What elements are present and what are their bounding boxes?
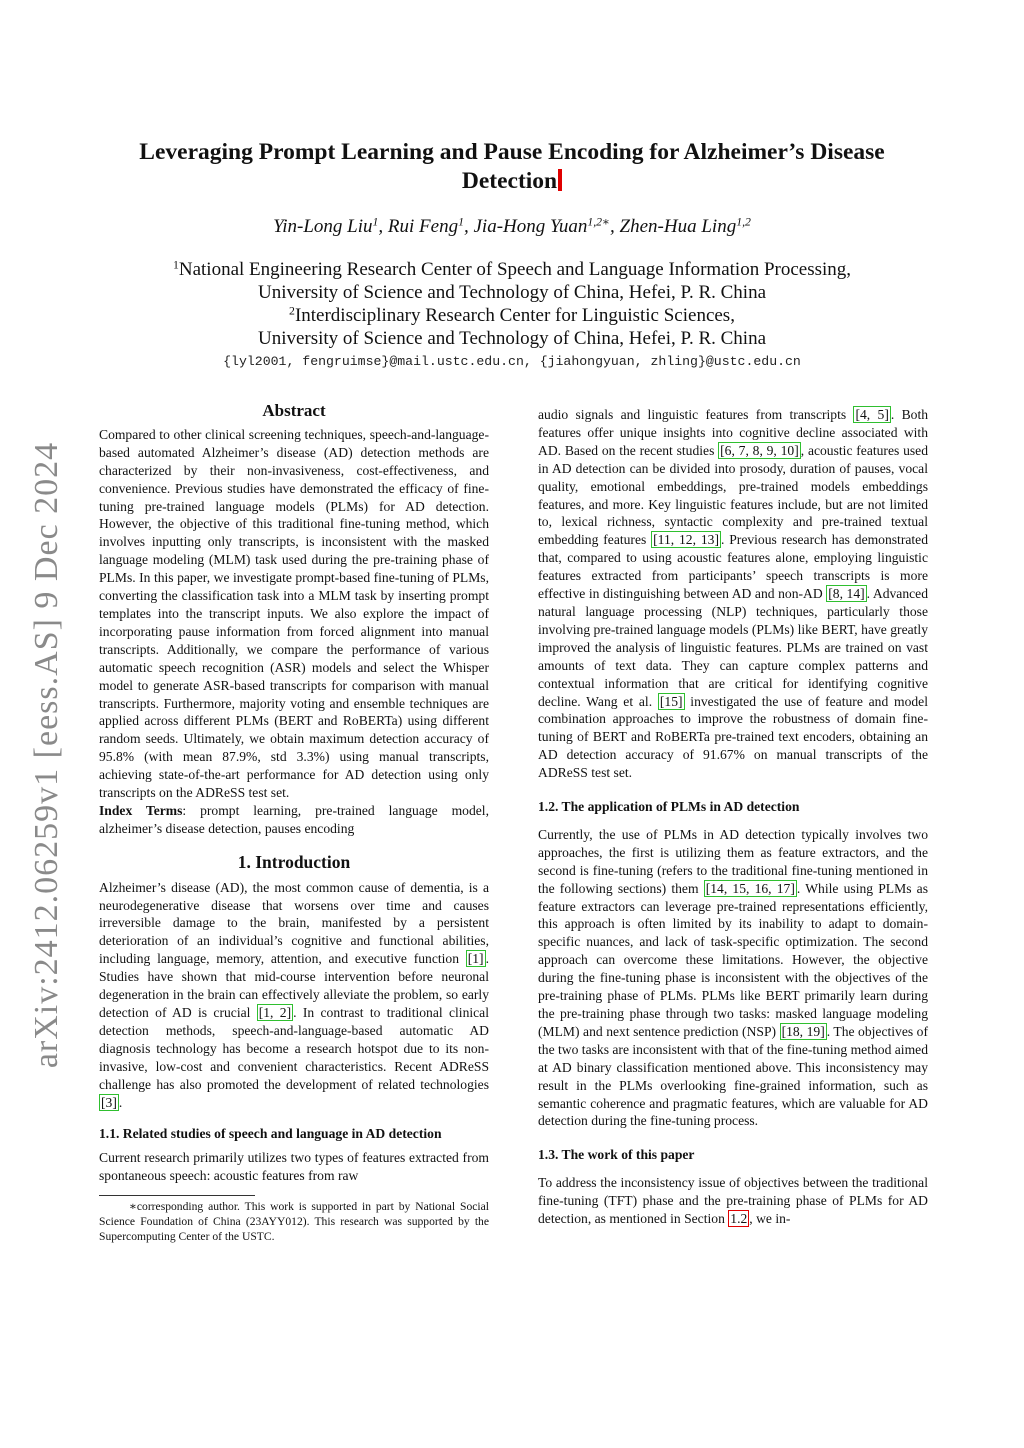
author-emails: {lyl2001, fengruimse}@mail.ustc.edu.cn, {jiahongyuan, zhling}@ustc.edu.cn — [223, 354, 801, 369]
footnote-rule — [99, 1195, 255, 1196]
text-cursor — [558, 169, 562, 191]
citation-link[interactable]: [6, 7, 8, 9, 10] — [720, 442, 799, 458]
author-affiliation-mark: 1 — [372, 215, 379, 229]
citation-link[interactable]: [3] — [101, 1094, 117, 1110]
subsection-heading-1-1: 1.1. Related studies of speech and language in AD detection — [99, 1126, 442, 1142]
citation-link[interactable]: [1] — [467, 951, 484, 967]
section-link[interactable]: 1.2 — [730, 1211, 748, 1227]
right-column — [538, 406, 928, 1228]
section-1-1-paragraph: Current research primarily utilizes two types of features extracted from spontaneous speech: acoustic features from raw — [99, 1150, 489, 1184]
author-name: Rui Feng — [387, 216, 459, 237]
citation-link[interactable]: [14, 15, 16, 17] — [705, 880, 795, 896]
body-paragraph: audio signals and linguistic features from transcripts [4, 5] . Both features offer unique insights into cognitive decline associated with AD. Based on the recent studies [6, 7, 8, 9, 10] , acoustic features used in AD detection can be divided into prosody, duration of pauses, vocal quality, emotional embeddings, pre-trained models embeddings features, and more. Key linguistic features include, but are not limited to, lexical richness, syntactic complexity and pre-trained textual embedding features [11, 12, 13] . Previous research has demonstrated that, compared to using acoustic features alone, employing linguistic features extracted from participants’ speech transcripts is more effective in distinguishing between AD and non-AD [8, 14] . Advanced natural language processing (NLP) techniques, particularly those involving pre-trained language models (PLMs) like BERT, have greatly improved the analysis of linguistic features. PLMs are trained on vast amounts of text data. They can capture complex patterns and contextual information that are critical for identifying cognitive decline. Wang et al. [15] investigated the use of feature and model combination approaches to improve the robustness of domain fine-tuning of BERT and RoBERTa pre-trained text encoders, obtaining an AD detection accuracy of 91.67% on manual transcripts of the ADReSS test set. — [538, 407, 929, 781]
citation-link[interactable]: [1, 2] — [258, 1005, 292, 1020]
arxiv-sidebar — [22, 441, 72, 1069]
body-paragraph: To address the inconsistency issue of objectives between the traditional fine-tuning (TFT) phase and the pre-training phase of PLMs for AD detection, as mentioned in Section 1.2 , we in- — [538, 1175, 928, 1227]
affiliation-line: $^1$National Engineering Research Center of Speech and Language Information Processing, — [172, 258, 852, 280]
author-affiliation-mark: 1,2 — [736, 215, 751, 229]
author-name: Zhen-Hua Ling — [619, 216, 737, 237]
author-affiliation-mark: 1 — [458, 215, 464, 229]
affiliation-line: University of Science and Technology of China, Hefei, P. R. China — [257, 328, 767, 349]
abstract-text: Compared to other clinical screening techniques, speech-and-language-based automated Alzheimer’s disease (AD) detection methods are characterized by their non-invasiveness, cost-effectiveness, and convenience. Previous studies have demonstrated the efficacy of fine-tuning pre-trained language models (PLMs) for AD detection. However, the objective of this traditional fine-tuning method, which involves inputting only transcripts, is inconsistent with the masked language modeling (MLM) task used during the pre-training phase of PLMs. In this paper, we investigate prompt-based fine-tuning of PLMs, converting the classification task into a MLM task by inserting prompt templates into the transcript inputs. We also explore the impact of incorporating pause information from forced alignment into manual transcripts. Additionally, we compare the performance of various automatic speech recognition (ASR) models and select the Whisper model to generate ASR-based transcripts for comparison with manual transcripts. Furthermore, majority voting and ensemble techniques are applied across different PLMs (BERT and RoBERTa) using different random seeds. Ultimately, we obtain maximum detection accuracy of 95.8% (with mean 87.9%, std 3.3%) using manual transcripts, achieving state-of-the-art performance for AD detection using only transcripts on the ADReSS test set. — [99, 426, 489, 801]
body-paragraph: Currently, the use of PLMs in AD detection typically involves two approaches, the first is utilizing them as feature extractors, and the second is fine-tuning (refers to the traditional fine-tuning mentioned in the following sections) them [14, 15, 16, 17] . While using PLMs as feature extractors can leverage pre-trained representations efficiently, this approach is often limited by its inability to adapt to domain-specific nuances, and lack of task-specific optimization. The second approach can overcome these limitations. However, the objective during the fine-tuning phase is inconsistent with the objectives of the pre-training phase of PLMs. PLMs like BERT primarily learn during the pre-training phase through two tasks: masked language modeling (MLM) and next sentence prediction (NSP) [18, 19] . The objectives of the two tasks are inconsistent with that of the fine-tuning method aimed at AD binary classification mentioned above. This inconsistency may result in the PLMs overlooking fine-grained information, such as semantic coherence and pragmatic features, which are valuable for AD detection during the fine-tuning process. — [538, 826, 928, 1129]
abstract-heading: Abstract — [262, 401, 326, 420]
citation-link[interactable]: [18, 19] — [781, 1023, 825, 1039]
footnote: ∗corresponding author. This work is supported in part by National Social Science Foundation of China (23AYY012). This research was supported by the Supercomputing Center of the USTC. — [99, 1200, 489, 1244]
paper-title: Leveraging Prompt Learning and Pause Encoding for Alzheimer’s Disease Detection — [139, 139, 885, 194]
author-affiliation-mark: 1,2∗ — [587, 215, 611, 229]
section-heading-introduction: 1. Introduction — [237, 851, 351, 872]
citation-link[interactable]: [15] — [659, 693, 683, 709]
affiliation-line: $^2$Interdisciplinary Research Center for Linguistic Sciences, — [289, 304, 735, 326]
left-column — [99, 402, 489, 1244]
author-name: Yin-Long Liu — [273, 216, 373, 237]
index-terms: Index Terms: prompt learning, pre-trained language model, alzheimer’s disease detection, pauses encoding — [99, 802, 489, 836]
subsection-heading-1-2: 1.2. The application of PLMs in AD detection — [538, 799, 800, 815]
affiliation-line: University of Science and Technology of China, Hefei, P. R. China — [257, 282, 767, 303]
subsection-heading-1-3: 1.3. The work of this paper — [538, 1147, 695, 1163]
citation-link[interactable]: [8, 14] — [828, 586, 865, 602]
author-name: Jia-Hong Yuan — [473, 216, 588, 237]
citation-link[interactable]: [11, 12, 13] — [653, 532, 719, 548]
arxiv-identifier: arXiv:2412.06259v1 [eess.AS] 9 Dec 2024 — [28, 441, 65, 1069]
citation-link[interactable]: [4, 5] — [855, 407, 889, 422]
author-list: Yin-Long Liu$^1$, Rui Feng$^1$, Jia-Hong Yuan$^{1,2∗}$, Zhen-Hua Ling$^{1,2}$ — [273, 215, 751, 237]
affiliations — [100, 258, 924, 350]
intro-paragraph: Alzheimer’s disease (AD), the most common cause of dementia, is a neurodegenerative disease that worsens over time and causes irreversible damage to the brain, manifested by a persistent deterioration of an individual’s cognitive and functional abilities, including language, memory, attention, and executive function [1] . Studies have shown that mid-course intervention before neuronal degeneration in the brain can effectively alleviate the problem, so early detection of AD is crucial [1, 2] . In contrast to traditional clinical detection methods, speech-and-language-based automatic AD diagnosis technology has become a research hotspot due to its non-invasive, low-cost and convenient characteristics. Recent ADReSS challenge has also promoted the development of related technologies [3] . — [99, 879, 489, 1110]
